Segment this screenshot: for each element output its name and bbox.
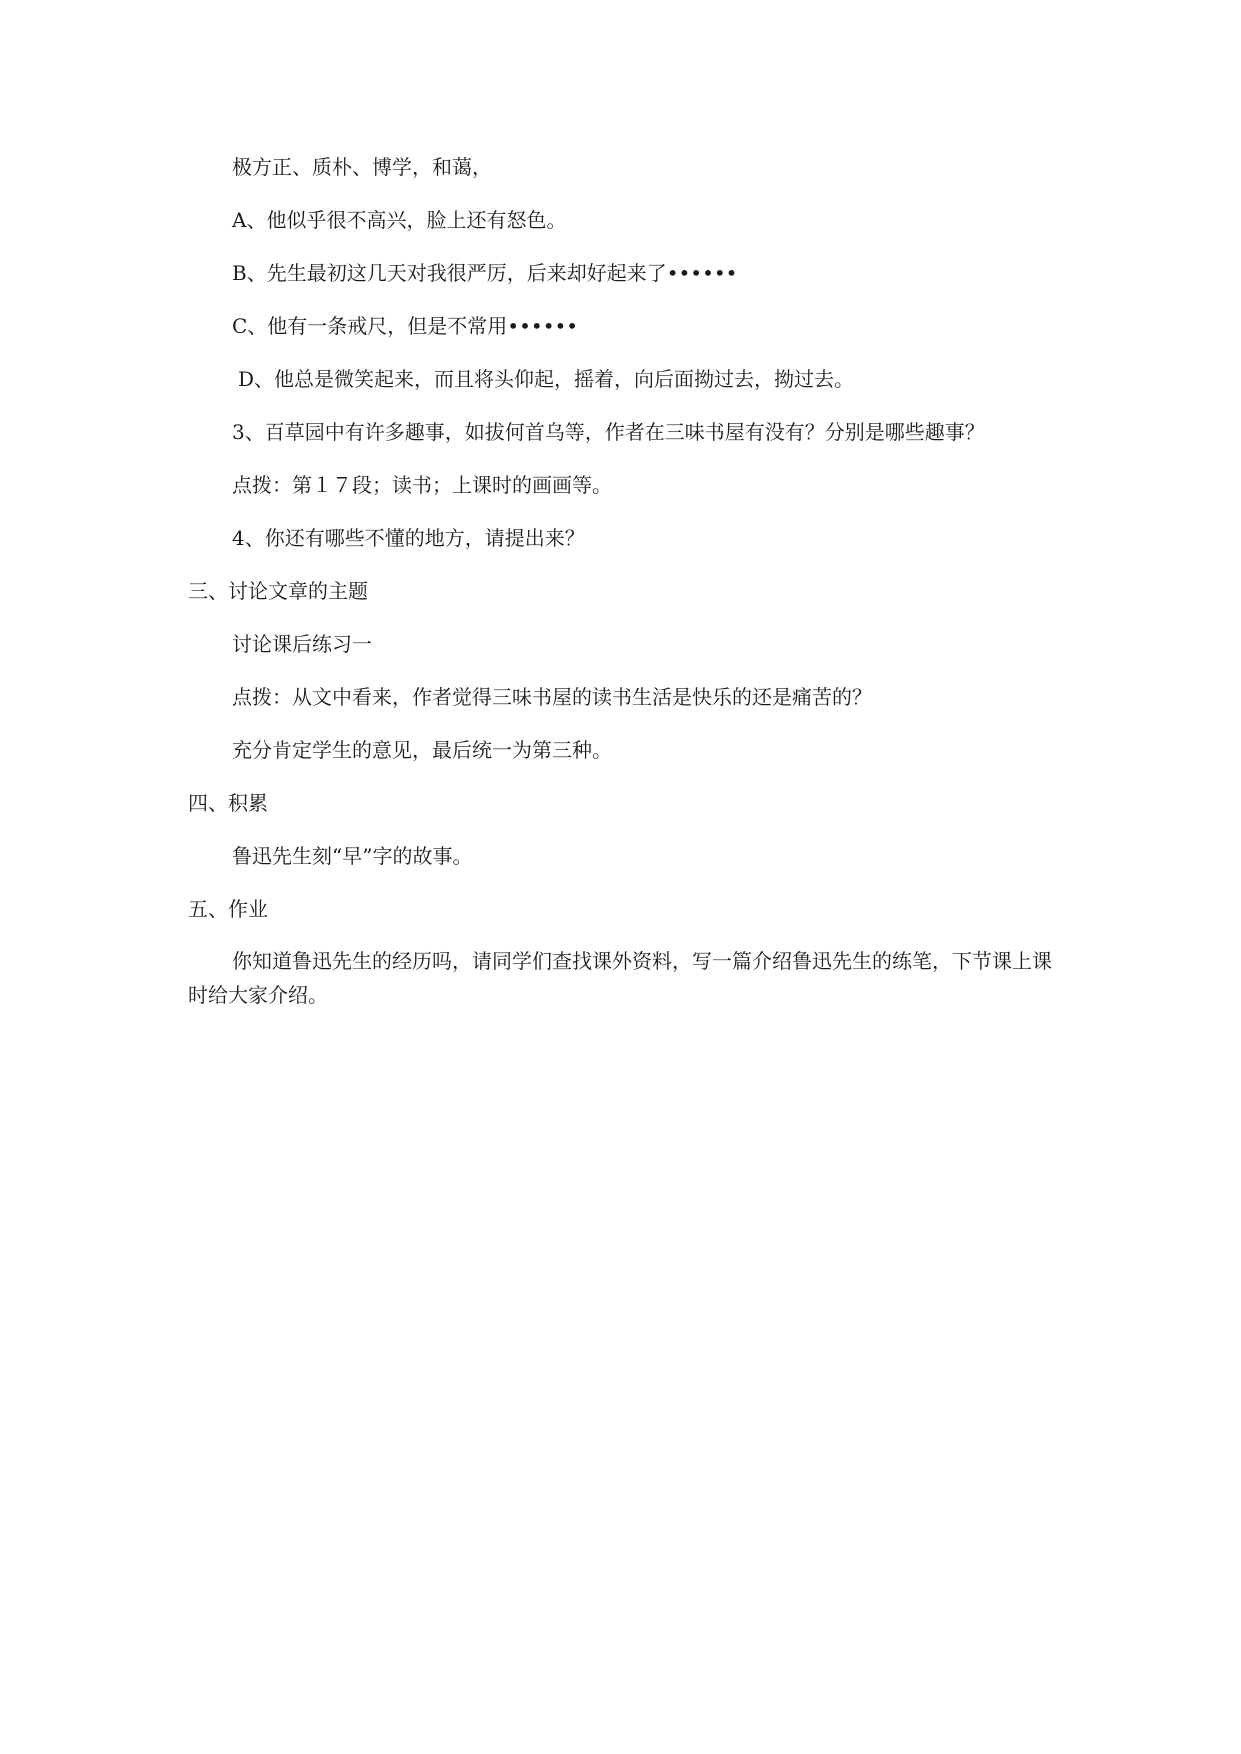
- text-line-teacher-traits: 极方正、质朴、博学，和蔼，: [232, 155, 492, 179]
- question-3: 3、百草园中有许多趣事，如拔何首乌等，作者在三味书屋有没有？分别是哪些趣事？: [232, 420, 985, 444]
- hint-discussion: 点拨：从文中看来，作者觉得三味书屋的读书生活是快乐的还是痛苦的？: [232, 685, 872, 709]
- section-heading-3: 三、讨论文章的主题: [188, 579, 368, 603]
- homework-paragraph: 你知道鲁迅先生的经历吗，请同学们查找课外资料，写一篇介绍鲁迅先生的练笔，下节课上课时给大家介绍。: [188, 949, 1052, 1007]
- option-b: B、先生最初这几天对我很严厉，后来却好起来了••••••: [232, 261, 738, 285]
- hint-question-3: 点拨：第１７段；读书；上课时的画画等。: [232, 473, 612, 497]
- section-heading-5: 五、作业: [188, 897, 268, 921]
- discussion-line: 讨论课后练习一: [232, 632, 372, 656]
- option-c: C、他有一条戒尺，但是不常用••••••: [232, 314, 579, 338]
- option-a: A、他似乎很不高兴，脸上还有怒色。: [232, 208, 567, 232]
- accumulation-line: 鲁迅先生刻“早”字的故事。: [232, 844, 473, 868]
- section-heading-4: 四、积累: [188, 791, 268, 815]
- question-4: 4、你还有哪些不懂的地方，请提出来？: [232, 526, 585, 550]
- conclusion-line: 充分肯定学生的意见，最后统一为第三种。: [232, 738, 612, 762]
- option-d: D、他总是微笑起来，而且将头仰起，摇着，向后面拗过去，拗过去。: [238, 367, 855, 391]
